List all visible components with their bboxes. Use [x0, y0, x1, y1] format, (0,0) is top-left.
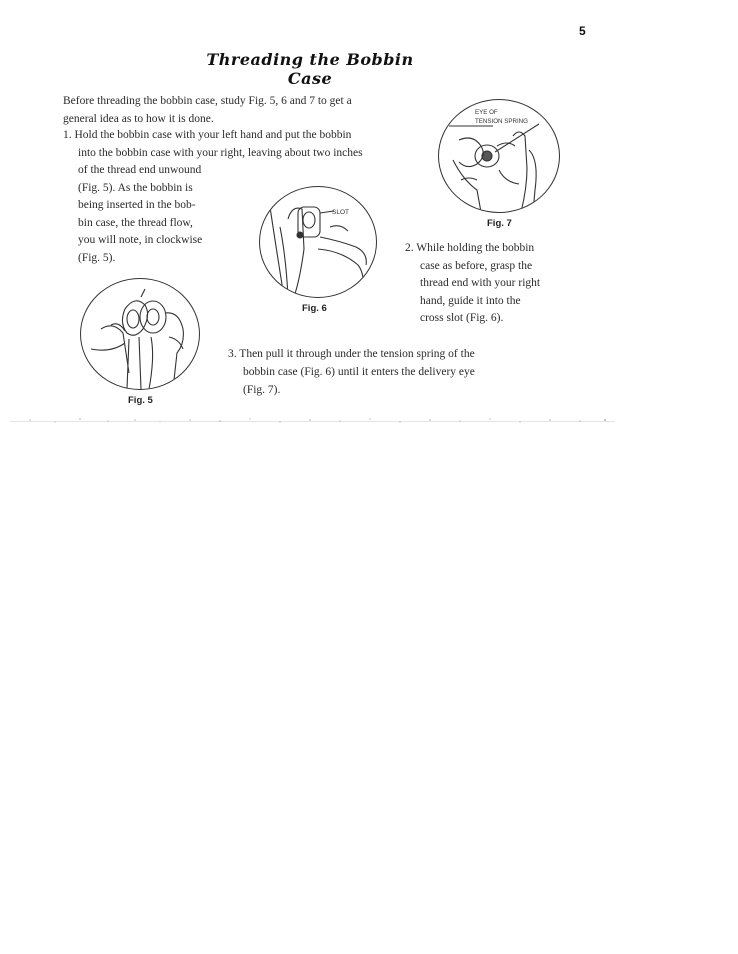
intro-line-2: general idea as to how it is done.	[63, 112, 214, 125]
step-1-line-7: you will note, in clockwise	[78, 234, 203, 246]
hands-holding-bobbin-icon	[81, 279, 199, 389]
step-1-line-8: (Fig. 5).	[78, 251, 116, 264]
figure-7-caption: Fig. 7	[487, 218, 512, 229]
step-3-continuation	[243, 364, 543, 399]
step-3-paragraph	[228, 346, 548, 364]
eye-of-tension-spring-label	[475, 108, 565, 126]
page-number: 5	[579, 24, 586, 38]
step-2-number: 2.	[405, 242, 414, 254]
step-1-line-2: into the bobbin case with your right, leaving about two inches	[78, 146, 363, 159]
step-2-line-5: cross slot (Fig. 6).	[420, 312, 504, 324]
step-2-paragraph	[405, 240, 561, 328]
step-3-line-1: Then pull it through under the tension spring of the	[239, 348, 475, 360]
figure-5-caption: Fig. 5	[128, 395, 153, 406]
step-3-number: 3.	[228, 348, 237, 360]
step-1-line-3: of the thread end unwound	[78, 164, 202, 176]
intro-line-1: Before threading the bobbin case, study Fig. 5, 6 and 7 to get a	[63, 95, 352, 107]
step-2-line-2: case as before, grasp the	[420, 259, 533, 272]
step-3-line-2: bobbin case (Fig. 6) until it enters the delivery eye	[243, 366, 475, 378]
step-1-line-6: bin case, the thread flow,	[78, 216, 193, 229]
slot-label: SLOT	[332, 209, 349, 216]
figure-6-caption: Fig. 6	[302, 303, 327, 314]
scan-speckle-decoration	[10, 414, 615, 428]
step-1-paragraph	[63, 127, 423, 162]
step-2-line-1: While holding the bobbin	[416, 242, 535, 254]
step-2-line-4: hand, guide it into the	[420, 294, 521, 307]
step-1-line-4: (Fig. 5). As the bobbin is	[78, 181, 193, 194]
step-1-number: 1.	[63, 129, 72, 141]
step-2-line-3: thread end with your right	[420, 277, 541, 289]
eye-label-line-1: EYE OF	[475, 109, 498, 116]
intro-paragraph	[63, 93, 423, 128]
hands-guiding-thread-icon	[260, 187, 376, 297]
step-1-line-1: Hold the bobbin case with your left hand and put the bobbin	[74, 129, 352, 141]
figure-6-illustration	[259, 186, 377, 298]
eye-label-line-2: TENSION SPRING	[475, 118, 528, 125]
step-1-line-5: being inserted in the bob-	[78, 199, 196, 211]
page-title: Threading the Bobbin Case	[206, 50, 414, 88]
step-1-continuation	[78, 162, 228, 267]
step-3-line-3: (Fig. 7).	[243, 383, 281, 396]
figure-5-illustration	[80, 278, 200, 390]
